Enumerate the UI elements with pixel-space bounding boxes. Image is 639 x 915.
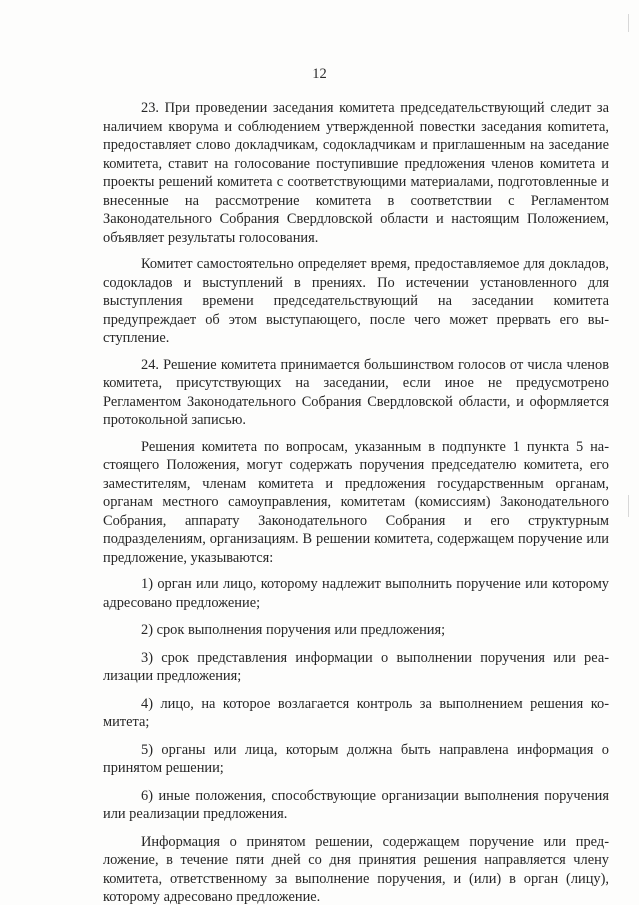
list-item-4: 4) лицо, на которое возлагается контроль за выполнением решения комитета; — [103, 695, 609, 730]
paragraph-time-limits: Комитет самостоятельно определяет время, предоставляемое для докладов, содокладов и выступлений в прениях. По истечении установленного для выступления времени председательствующий на заседании комитета предупреждает об этом выступающего, после чего может прервать его выступление. — [103, 256, 609, 346]
list-item-5: 5) органы или лица, которым должна быть направлена информация о принятом решении; — [103, 741, 609, 776]
paragraph-24: 24. Решение комитета принимается большинством голосов от числа членов комитета, присутствующих на заседании, если иное не предусмотрено Регламентом Законодательного Собрания Свердловской области, и оформляется протокольной записью. — [103, 356, 609, 428]
list-item-6: 6) иные положения, способствующие организации выполнения поручения или реализации предложения. — [103, 787, 609, 822]
document-body — [103, 99, 609, 915]
paragraph-information: Информация о принятом решении, содержащем поручение или предложение, в течение пяти дней со дня принятия решения направляется члену комитета, ответственному за выполнение поручения, и (или) в орган (лицу), которому адресовано предложение. — [103, 833, 609, 905]
list-item-3: 3) срок представления информации о выполнении поручения или реализации предложения; — [103, 649, 609, 684]
scan-edge-mark — [628, 14, 629, 32]
paragraph-23: 23. При проведении заседания комитета председательствующий следит за наличием кворума и соблюдением утвержденной повестки заседания коmитета, предоставляет слово докладчикам, содокладчикам и приглашенным на заседание комитета, ставит на голосование поступившие предложения членов комитета и проекты решений комитета с соответствующими материалами, подготовленные и внесенные на рассмотрение комитета в соответствии с Регламентом Законодательного Собрания Свердловской области и настоящим Положением, объявляет результаты голосования. — [103, 100, 609, 246]
paragraph-decisions: Решения комитета по вопросам, указанным в подпункте 1 пункта 5 настоящего Положения, могут содержать поручения председателю комитета, его заместителям, членам комитета и предложения государственным органам, органам местного самоуправления, комитетам (комиссиям) Законодательного Собрания, аппарату Законодательного Собрания и его структурным подразделениям, организациям. В решении комитета, содержащем поручение или предложение, указываются: — [103, 438, 609, 566]
scan-edge-mark — [628, 495, 629, 517]
list-item-1: 1) орган или лицо, которому надлежит выполнить поручение или которому адресовано предложение; — [103, 576, 609, 611]
page-number: 12 — [312, 66, 327, 82]
list-item-2: 2) срок выполнения поручения или предложения; — [141, 622, 446, 638]
